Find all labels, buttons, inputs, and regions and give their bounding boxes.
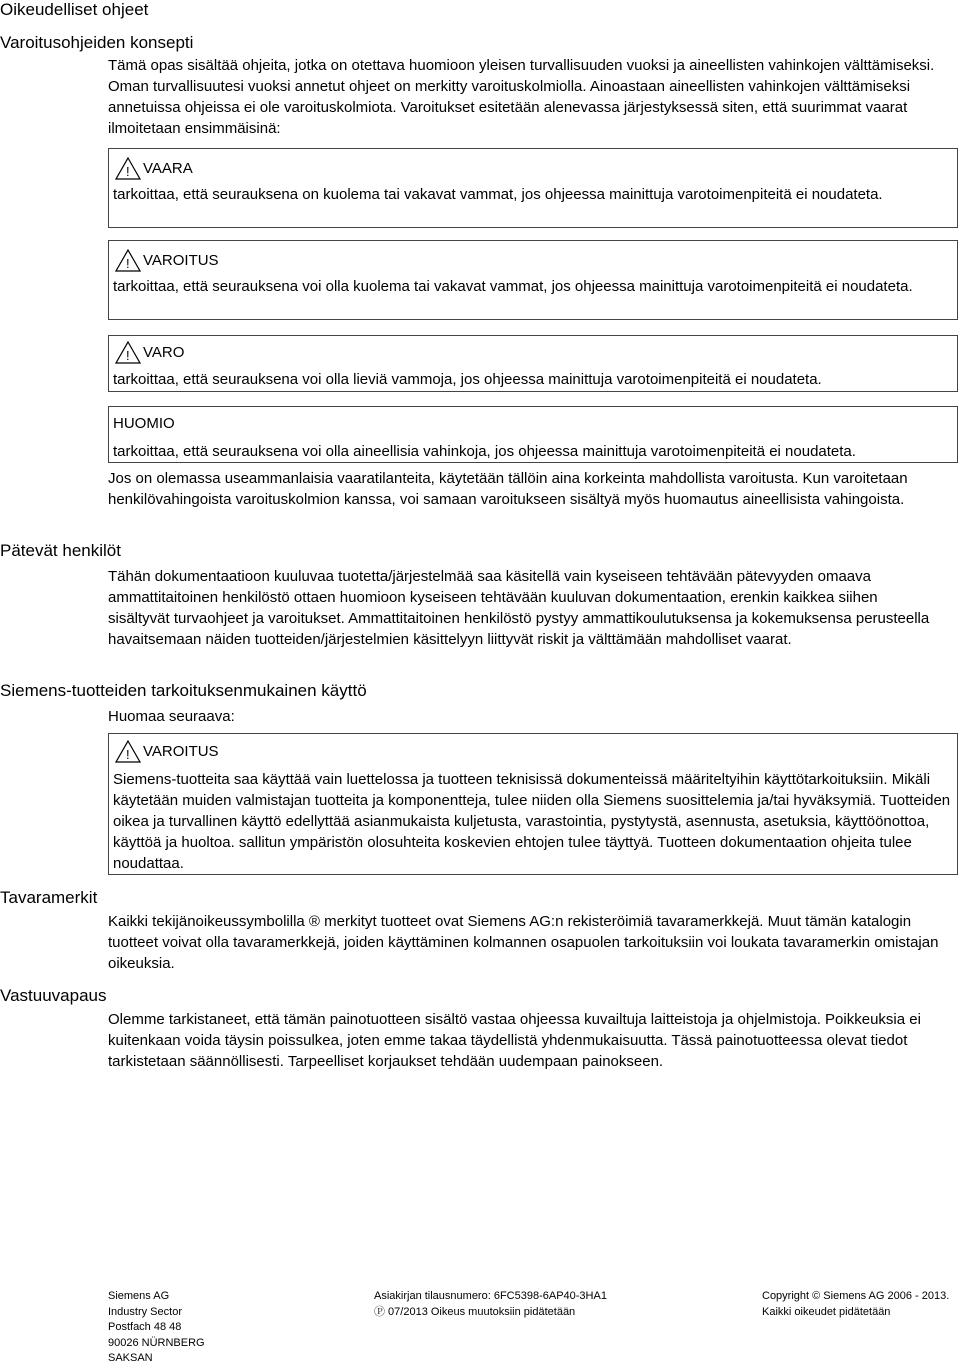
warning-text-notice: tarkoittaa, että seurauksena voi olla aineellisia vahinkoja, jos ohjeessa mainittuja varotoimenpiteitä ei noudateta. (113, 443, 856, 460)
warning-label-caution: VARO (143, 344, 185, 361)
proper-use-intro: Huomaa seuraava: (108, 708, 235, 725)
section-heading-liability: Vastuuvapaus (0, 986, 107, 1005)
warning-triangle-icon (115, 341, 141, 364)
svg-text:!: ! (126, 256, 130, 271)
warning-label-proper-use: VAROITUS (143, 743, 219, 760)
svg-text:!: ! (126, 348, 130, 363)
trademarks-text: Kaikki tekijänoikeussymbolilla ® merkityt tuotteet ovat Siemens AG:n rekisteröimiä tavaramerkkejä. Muut tämän katalogin tuotteet voivat olla tavaramerkkejä, joiden käyttäminen kolmannen osapuolen tarkoituksiin voi loukata tavaramerkin omistajan oikeuksia. (108, 913, 939, 972)
footer-address-line: SAKSAN (108, 1352, 153, 1364)
liability-text: Olemme tarkistaneet, että tämän painotuotteen sisältö vastaa ohjeessa kuvailtuja laitteistoja ja ohjelmistoja. Poikkeuksia ei kuitenkaan voida täysin poissulkea, joten emme takaa täydellistä yhdenmukaisuutta. Tässä painotuotteessa olevat tiedot tarkistetaan säännöllisesti. Tarpeelliset korjaukset tehdään uudempaan painokseen. (108, 1011, 921, 1070)
warning-text-danger: tarkoittaa, että seurauksena on kuolema tai vakavat vammat, jos ohjeessa mainittuja varotoimenpiteitä ei noudateta. (113, 186, 883, 203)
warning-label-notice: HUOMIO (113, 415, 175, 432)
warning-box-notice (108, 406, 958, 463)
footer-address-line: Postfach 48 48 (108, 1321, 182, 1333)
qualified-text: Tähän dokumentaatioon kuuluvaa tuotetta/järjestelmää saa käsitellä vain kyseiseen tehtävään pätevyyden omaava ammattitaitoinen henkilöstö ottaen huomioon kyseiseen tehtävään kuuluvan dokumentaation, erenkin kaikkea siihen sisältyvät turvaohjeet ja varoitukset. Ammattitaitoinen henkilöstö pystyy ammattikoulutuksensa ja kokemuksensa perusteella havaitsemaan näiden tuotteiden/järjestelmien käsittelyyn liittyvät riskit ja välttämään mahdolliset vaarat. (108, 568, 930, 648)
warning-box-proper-use (108, 733, 958, 875)
warning-triangle-icon (115, 157, 141, 180)
footer-date-note: Ⓟ 07/2013 Oikeus muutoksiin pidätetään (374, 1305, 576, 1318)
footer-copyright-line: Copyright © Siemens AG 2006 - 2013. (762, 1290, 950, 1302)
warning-label-warning: VAROITUS (143, 252, 219, 269)
warning-label-danger: VAARA (143, 160, 193, 177)
warning-text-caution: tarkoittaa, että seurauksena voi olla lieviä vammoja, jos ohjeessa mainittuja varotoimenpiteitä ei noudateta. (113, 371, 822, 388)
svg-text:!: ! (126, 164, 130, 179)
section-heading-qualified: Pätevät henkilöt (0, 541, 121, 560)
warning-concept-intro: Tämä opas sisältää ohjeita, jotka on otettava huomioon yleisen turvallisuuden vuoksi ja aineellisten vahinkojen välttämiseksi. Oman turvallisuutesi vuoksi annetut ohjeet on merkitty varoituskolmiolla. Ainoastaan aineellisten vahinkojen välttämiseksi annetuissa ohjeissa ei ole varoituskolmiota. Varoitukset esitetään alenevassa järjestyksessä siten, että suurimmat vaarat ilmoitetaan ensimmäisinä: (108, 57, 935, 137)
footer-address-line: Siemens AG (108, 1290, 170, 1302)
section-heading-warning-concept: Varoitusohjeiden konsepti (0, 33, 194, 52)
warning-text-proper-use: Siemens-tuotteita saa käyttää vain luettelossa ja tuotteen teknisissä dokumenteissä määriteltyihin käyttötarkoituksiin. Mikäli käytetään muiden valmistajan tuotteita ja komponentteja, tulee niiden olla Siemens suosittelemia ja/tai hyväksymiä. Tuotteiden oikea ja turvallinen käyttö edellyttää asianmukaista kuljetusta, varastointia, pystytystä, asennusta, asetuksia, käyttöönottoa, käyttöä ja huoltoa. sallitun ympäristön olosuhteita koskevien ehtojen tulee täyttyä. Tuotteen dokumentaation ohjeita tulee noudattaa. (113, 771, 951, 872)
section-heading-trademarks: Tavaramerkit (0, 888, 98, 907)
section-heading-proper-use: Siemens-tuotteiden tarkoituksenmukainen käyttö (0, 681, 367, 700)
warning-box-caution (108, 335, 958, 392)
footer-address-line: 90026 NÜRNBERG (108, 1336, 205, 1349)
svg-text:!: ! (126, 747, 130, 762)
footer-rights-line: Kaikki oikeudet pidätetään (762, 1305, 891, 1318)
page-title: Oikeudelliset ohjeet (0, 0, 149, 19)
footer-address (108, 1289, 205, 1367)
footer-order-number: Asiakirjan tilausnumero: 6FC5398-6AP40-3HA1 (374, 1290, 607, 1302)
warning-triangle-icon (115, 740, 141, 763)
footer-document-info (374, 1289, 607, 1320)
warning-concept-note: Jos on olemassa useammanlaisia vaaratilanteita, käytetään tällöin aina korkeinta mahdollista varoitusta. Kun varoitetaan henkilövahingoista varoituskolmion kanssa, voi samaan varoitukseen sisältyä myös huomautus aineellisista vahingoista. (108, 470, 908, 508)
footer-copyright (762, 1289, 949, 1320)
warning-box-warning (108, 240, 958, 320)
warning-triangle-icon (115, 249, 141, 272)
footer-address-line: Industry Sector (108, 1305, 182, 1318)
warning-box-danger (108, 148, 958, 228)
warning-text-warning: tarkoittaa, että seurauksena voi olla kuolema tai vakavat vammat, jos ohjeessa mainittuja varotoimenpiteitä ei noudateta. (113, 278, 913, 295)
